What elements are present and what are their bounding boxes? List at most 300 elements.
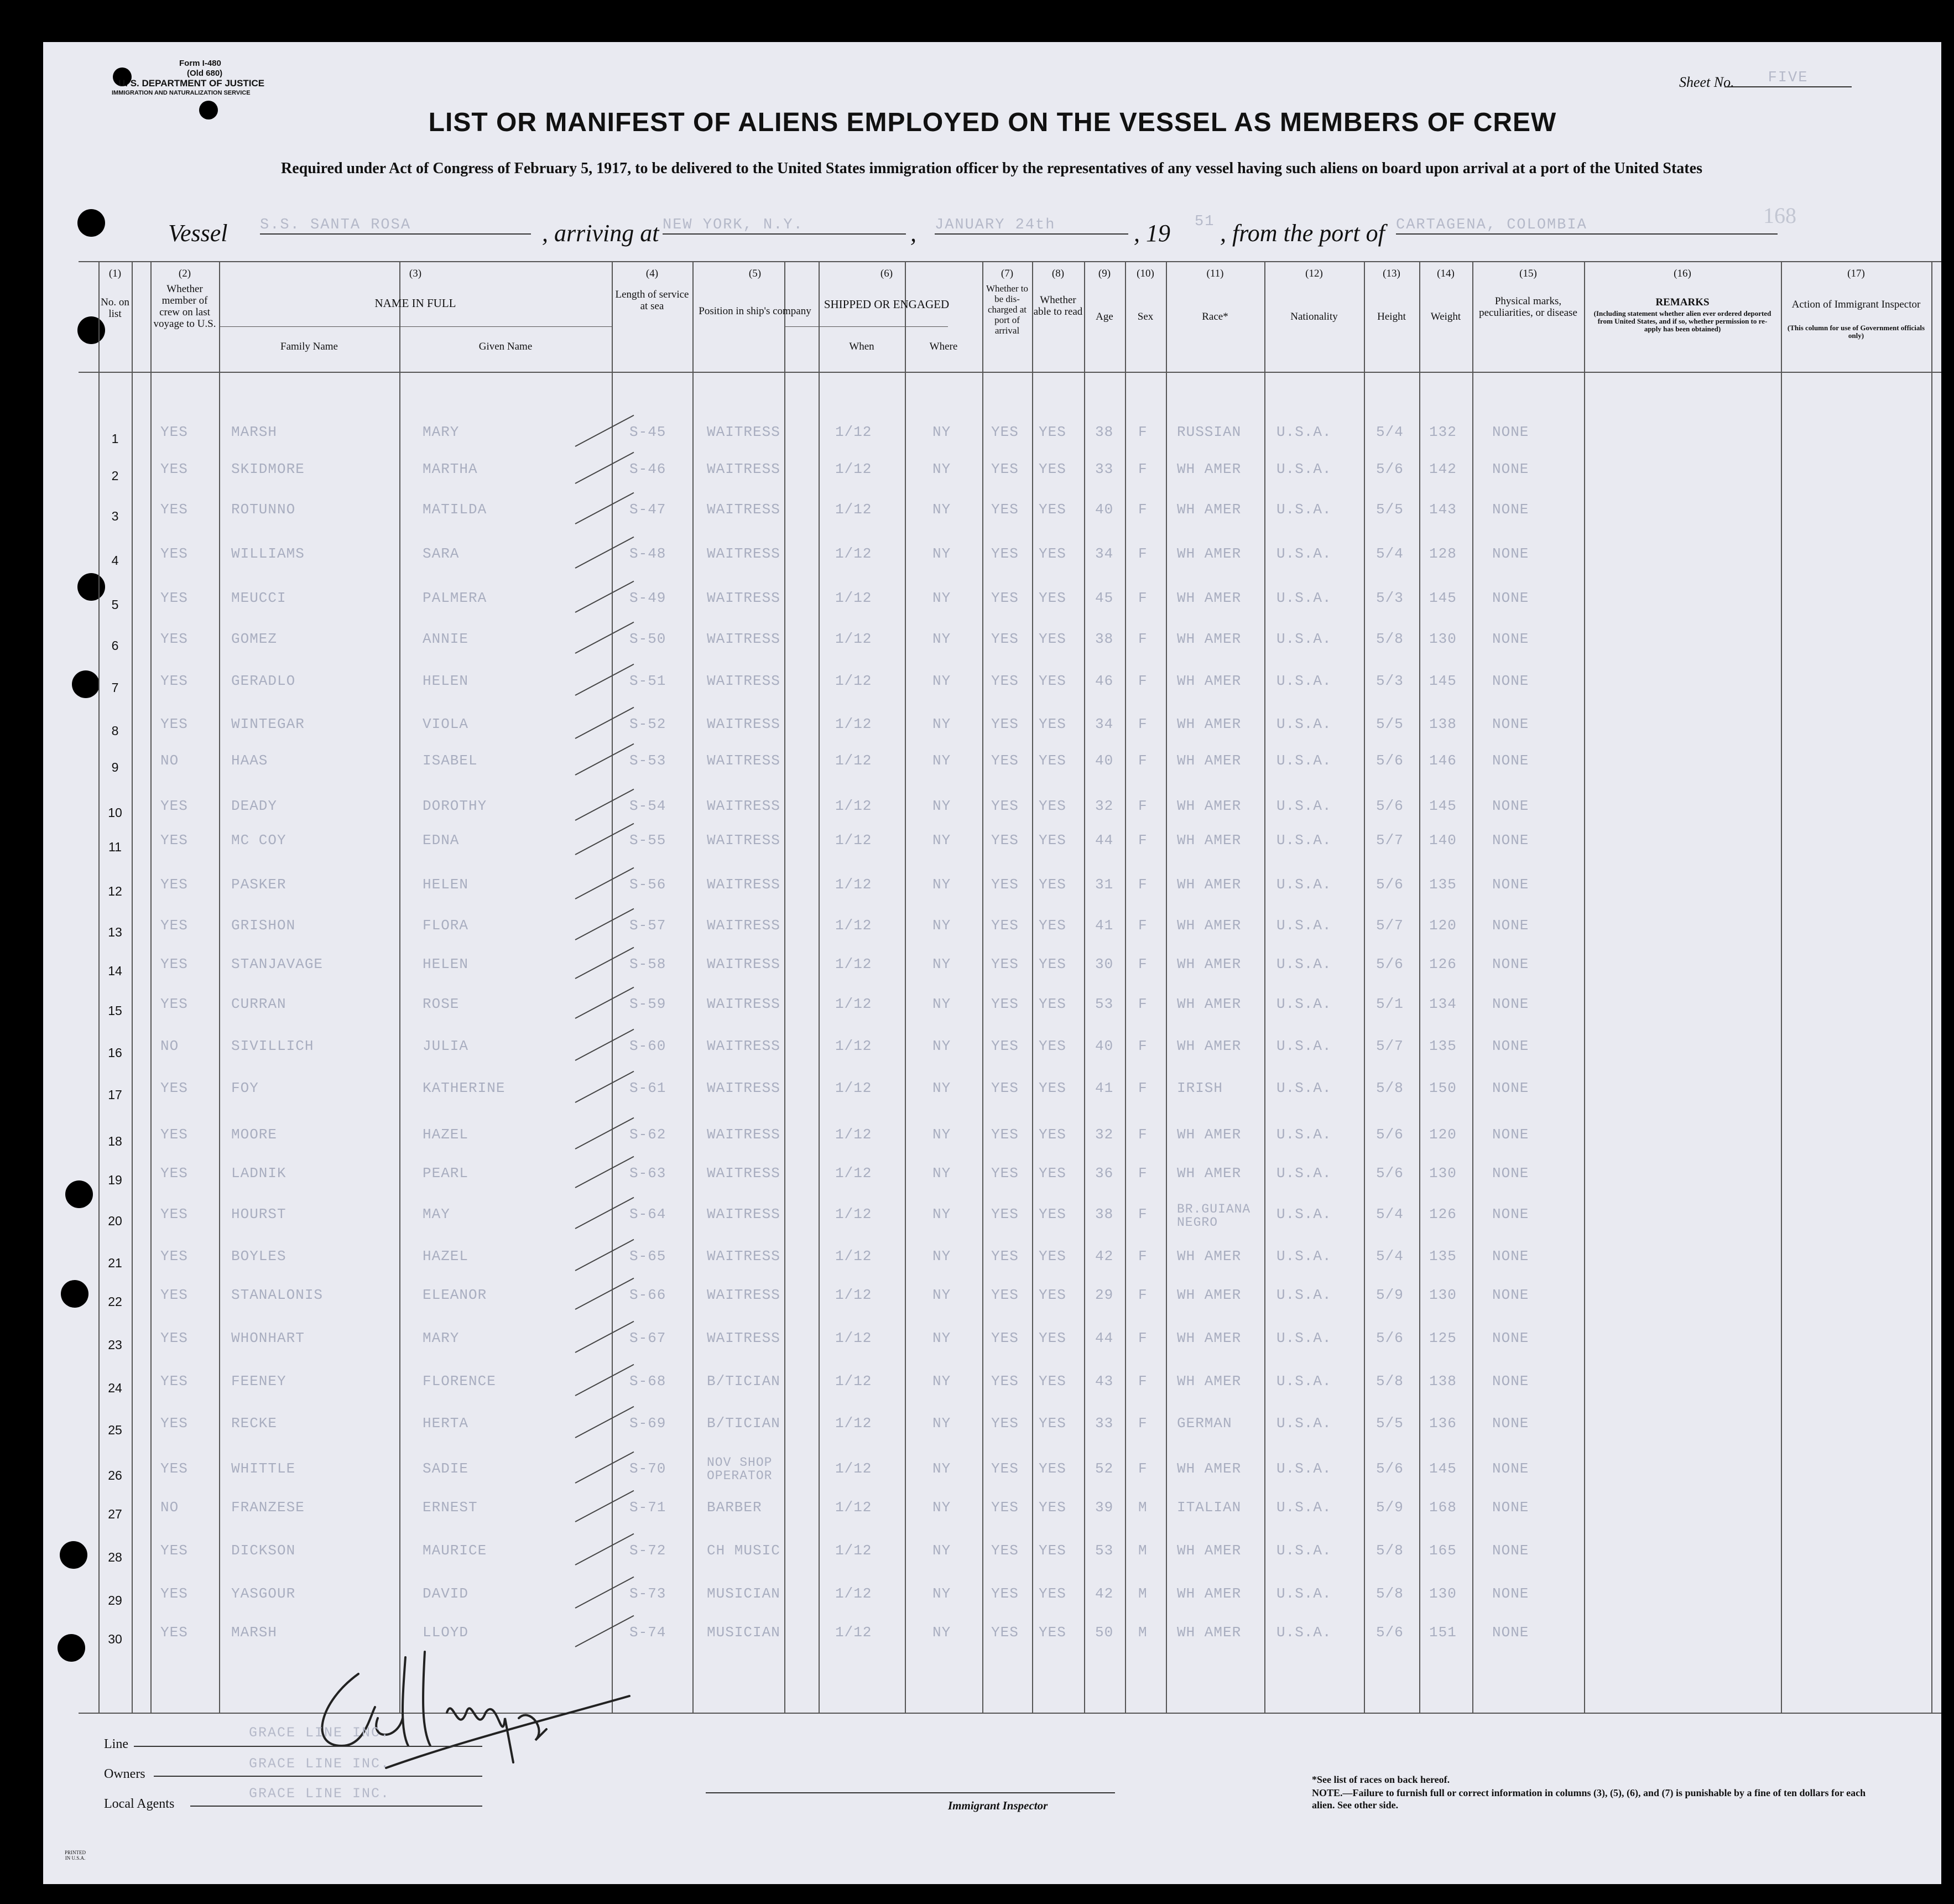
cell-when: 1/12 bbox=[835, 1165, 872, 1182]
cell-member: YES bbox=[160, 1624, 188, 1641]
col-header-given-name: Given Name bbox=[478, 341, 533, 352]
cell-where: NY bbox=[932, 917, 951, 934]
row-number: 24 bbox=[108, 1381, 122, 1395]
cell-discharged: YES bbox=[991, 832, 1019, 849]
col-num-13: (13) bbox=[1383, 268, 1400, 279]
column-rule bbox=[982, 261, 983, 1713]
cell-marks: NONE bbox=[1492, 752, 1529, 769]
cell-where: NY bbox=[932, 716, 951, 732]
cell-where: NY bbox=[932, 673, 951, 689]
cell-sex: F bbox=[1138, 1080, 1148, 1096]
cell-where: NY bbox=[932, 545, 951, 562]
cell-given: ELEANOR bbox=[423, 1287, 487, 1303]
cell-position: WAITRESS bbox=[707, 1287, 780, 1303]
check-mark bbox=[575, 537, 634, 569]
cell-position: WAITRESS bbox=[707, 1080, 780, 1096]
cell-family: MEUCCI bbox=[231, 590, 286, 606]
cell-height: 5/8 bbox=[1376, 1542, 1404, 1559]
punch-hole bbox=[61, 1280, 88, 1308]
cell-position: WAITRESS bbox=[707, 631, 780, 647]
cell-position: WAITRESS bbox=[707, 461, 780, 477]
col-header-race: Race* bbox=[1202, 311, 1228, 322]
cell-height: 5/6 bbox=[1376, 1624, 1404, 1641]
cell-member: YES bbox=[160, 1460, 188, 1477]
row-number: 10 bbox=[108, 805, 122, 820]
cell-nationality: U.S.A. bbox=[1276, 1038, 1332, 1054]
cell-age: 31 bbox=[1095, 876, 1114, 893]
cell-height: 5/6 bbox=[1376, 798, 1404, 814]
check-mark bbox=[575, 743, 634, 776]
cell-sex: F bbox=[1138, 1038, 1148, 1054]
cell-age: 30 bbox=[1095, 956, 1114, 972]
cell-position: WAITRESS bbox=[707, 1165, 780, 1182]
cell-read: YES bbox=[1039, 876, 1066, 893]
row-number: 7 bbox=[111, 680, 119, 695]
col-header-remarks-note: (Including statement whether alien ever ordered deported from United States, and if so, whether permission to re-apply has been obtained) bbox=[1593, 309, 1771, 333]
footer-agents-rule bbox=[190, 1806, 482, 1807]
punch-hole bbox=[65, 1180, 93, 1208]
cell-where: NY bbox=[932, 1248, 951, 1265]
cell-position: WAITRESS bbox=[707, 832, 780, 849]
col-header-discharged: Whether to be dis-charged at port of arrival bbox=[986, 283, 1028, 336]
col-header-sex: Sex bbox=[1137, 311, 1154, 322]
cell-discharged: YES bbox=[991, 1248, 1019, 1265]
cell-age: 44 bbox=[1095, 832, 1114, 849]
cell-sex: F bbox=[1138, 917, 1148, 934]
cell-nationality: U.S.A. bbox=[1276, 673, 1332, 689]
cell-member: NO bbox=[160, 1038, 179, 1054]
cell-marks: NONE bbox=[1492, 956, 1529, 972]
cell-family: FRANZESE bbox=[231, 1499, 305, 1516]
cell-weight: 146 bbox=[1429, 752, 1457, 769]
cell-weight: 165 bbox=[1429, 1542, 1457, 1559]
cell-marks: NONE bbox=[1492, 1585, 1529, 1602]
row-number: 29 bbox=[108, 1593, 122, 1608]
cell-race: WH AMER bbox=[1177, 501, 1242, 518]
cell-age: 38 bbox=[1095, 631, 1114, 647]
cell-weight: 145 bbox=[1429, 673, 1457, 689]
cell-weight: 136 bbox=[1429, 1415, 1457, 1432]
cell-discharged: YES bbox=[991, 716, 1019, 732]
punch-hole bbox=[60, 1541, 87, 1569]
cell-weight: 138 bbox=[1429, 1373, 1457, 1390]
from-port: CARTAGENA, COLOMBIA bbox=[1396, 217, 1778, 235]
cell-read: YES bbox=[1039, 1460, 1066, 1477]
col-num-9: (9) bbox=[1098, 268, 1111, 279]
cell-read: YES bbox=[1039, 1330, 1066, 1346]
cell-race: WH AMER bbox=[1177, 1248, 1242, 1265]
cell-when: 1/12 bbox=[835, 917, 872, 934]
cell-discharged: YES bbox=[991, 461, 1019, 477]
cell-read: YES bbox=[1039, 1542, 1066, 1559]
col-num-14: (14) bbox=[1437, 268, 1455, 279]
cell-sex: F bbox=[1138, 631, 1148, 647]
arrival-date: JANUARY 24th bbox=[935, 217, 1128, 235]
cell-nationality: U.S.A. bbox=[1276, 1624, 1332, 1641]
row-number: 16 bbox=[108, 1045, 122, 1060]
cell-age: 41 bbox=[1095, 1080, 1114, 1096]
arriving-port: NEW YORK, N.Y. bbox=[663, 217, 906, 235]
cell-when: 1/12 bbox=[835, 1415, 872, 1432]
cell-when: 1/12 bbox=[835, 1330, 872, 1346]
cell-given: HELEN bbox=[423, 673, 469, 689]
cell-service: S-56 bbox=[629, 876, 666, 893]
cell-where: NY bbox=[932, 996, 951, 1012]
cell-nationality: U.S.A. bbox=[1276, 956, 1332, 972]
cell-position: MUSICIAN bbox=[707, 1624, 780, 1641]
cell-height: 5/6 bbox=[1376, 461, 1404, 477]
footer-line-rule bbox=[134, 1746, 482, 1747]
cell-sex: F bbox=[1138, 673, 1148, 689]
cell-weight: 120 bbox=[1429, 1126, 1457, 1143]
punch-hole bbox=[58, 1634, 85, 1662]
cell-family: FEENEY bbox=[231, 1373, 286, 1390]
cell-family: PASKER bbox=[231, 876, 286, 893]
cell-service: S-59 bbox=[629, 996, 666, 1012]
cell-when: 1/12 bbox=[835, 716, 872, 732]
cell-member: YES bbox=[160, 716, 188, 732]
cell-age: 32 bbox=[1095, 798, 1114, 814]
cell-given: MAY bbox=[423, 1206, 450, 1222]
cell-sex: F bbox=[1138, 752, 1148, 769]
cell-weight: 126 bbox=[1429, 956, 1457, 972]
sheet-no-label: Sheet No. bbox=[1679, 74, 1734, 90]
cell-sex: M bbox=[1138, 1624, 1148, 1641]
cell-weight: 135 bbox=[1429, 1248, 1457, 1265]
cell-read: YES bbox=[1039, 752, 1066, 769]
cell-given: ISABEL bbox=[423, 752, 478, 769]
cell-member: YES bbox=[160, 798, 188, 814]
cell-read: YES bbox=[1039, 996, 1066, 1012]
shipped-subheader-rule bbox=[784, 326, 948, 327]
cell-sex: F bbox=[1138, 545, 1148, 562]
check-mark bbox=[575, 664, 634, 696]
cell-service: S-63 bbox=[629, 1165, 666, 1182]
table-header-rule bbox=[79, 372, 1941, 373]
cell-race: RUSSIAN bbox=[1177, 424, 1242, 440]
cell-nationality: U.S.A. bbox=[1276, 631, 1332, 647]
check-mark bbox=[575, 789, 634, 821]
cell-read: YES bbox=[1039, 917, 1066, 934]
cell-marks: NONE bbox=[1492, 1460, 1529, 1477]
cell-race: WH AMER bbox=[1177, 1373, 1242, 1390]
cell-nationality: U.S.A. bbox=[1276, 1460, 1332, 1477]
cell-read: YES bbox=[1039, 1126, 1066, 1143]
cell-weight: 145 bbox=[1429, 798, 1457, 814]
cell-service: S-55 bbox=[629, 832, 666, 849]
cell-service: S-70 bbox=[629, 1460, 666, 1477]
cell-when: 1/12 bbox=[835, 1624, 872, 1641]
cell-age: 42 bbox=[1095, 1585, 1114, 1602]
cell-weight: 168 bbox=[1429, 1499, 1457, 1516]
printed-mark: PRINTED IN U.S.A. bbox=[65, 1850, 86, 1861]
cell-nationality: U.S.A. bbox=[1276, 876, 1332, 893]
cell-race: WH AMER bbox=[1177, 545, 1242, 562]
cell-height: 5/7 bbox=[1376, 1038, 1404, 1054]
cell-member: YES bbox=[160, 1330, 188, 1346]
cell-age: 53 bbox=[1095, 1542, 1114, 1559]
cell-nationality: U.S.A. bbox=[1276, 1585, 1332, 1602]
page-title: LIST OR MANIFEST OF ALIENS EMPLOYED ON THE VESSEL AS MEMBERS OF CREW bbox=[428, 108, 1557, 137]
cell-read: YES bbox=[1039, 716, 1066, 732]
col-header-name: NAME IN FULL bbox=[374, 296, 456, 310]
cell-race: BR.GUIANA NEGRO bbox=[1177, 1202, 1251, 1230]
cell-read: YES bbox=[1039, 1206, 1066, 1222]
col-header-nationality: Nationality bbox=[1290, 311, 1338, 322]
col-header-where: Where bbox=[929, 341, 958, 352]
cell-race: WH AMER bbox=[1177, 631, 1242, 647]
check-mark bbox=[575, 1533, 634, 1565]
column-rule bbox=[1781, 261, 1782, 1713]
cell-height: 5/3 bbox=[1376, 673, 1404, 689]
penalty-note: NOTE.—Failure to furnish full or correct information in columns (3), (5), (6), and (7) is punishable by a fine of ten dollars for each alien. See other side. bbox=[1312, 1787, 1866, 1811]
year-prefix: , 19 bbox=[1134, 220, 1170, 247]
cell-marks: NONE bbox=[1492, 631, 1529, 647]
cell-sex: M bbox=[1138, 1585, 1148, 1602]
cell-discharged: YES bbox=[991, 545, 1019, 562]
cell-family: FOY bbox=[231, 1080, 259, 1096]
cell-race: WH AMER bbox=[1177, 996, 1242, 1012]
cell-weight: 130 bbox=[1429, 1287, 1457, 1303]
col-num-6: (6) bbox=[880, 268, 893, 279]
cell-race: WH AMER bbox=[1177, 1287, 1242, 1303]
cell-discharged: YES bbox=[991, 1330, 1019, 1346]
cell-where: NY bbox=[932, 1165, 951, 1182]
cell-member: YES bbox=[160, 1585, 188, 1602]
cell-service: S-65 bbox=[629, 1248, 666, 1265]
cell-family: HOURST bbox=[231, 1206, 286, 1222]
cell-service: S-50 bbox=[629, 631, 666, 647]
check-mark bbox=[575, 415, 634, 447]
cell-when: 1/12 bbox=[835, 1126, 872, 1143]
cell-service: S-47 bbox=[629, 501, 666, 518]
cell-age: 45 bbox=[1095, 590, 1114, 606]
cell-sex: F bbox=[1138, 501, 1148, 518]
cell-sex: F bbox=[1138, 461, 1148, 477]
column-rule bbox=[219, 261, 220, 1713]
cell-marks: NONE bbox=[1492, 1330, 1529, 1346]
cell-position: WAITRESS bbox=[707, 716, 780, 732]
cell-member: YES bbox=[160, 461, 188, 477]
cell-service: S-54 bbox=[629, 798, 666, 814]
cell-marks: NONE bbox=[1492, 1126, 1529, 1143]
cell-nationality: U.S.A. bbox=[1276, 545, 1332, 562]
cell-nationality: U.S.A. bbox=[1276, 917, 1332, 934]
cell-sex: F bbox=[1138, 832, 1148, 849]
check-mark bbox=[575, 1029, 634, 1061]
cell-nationality: U.S.A. bbox=[1276, 1206, 1332, 1222]
cell-where: NY bbox=[932, 752, 951, 769]
punch-hole bbox=[77, 316, 105, 344]
cell-service: S-72 bbox=[629, 1542, 666, 1559]
cell-when: 1/12 bbox=[835, 956, 872, 972]
cell-member: NO bbox=[160, 752, 179, 769]
cell-height: 5/6 bbox=[1376, 1330, 1404, 1346]
col-num-4: (4) bbox=[645, 268, 659, 279]
cell-family: DICKSON bbox=[231, 1542, 296, 1559]
cell-member: YES bbox=[160, 1206, 188, 1222]
cell-weight: 130 bbox=[1429, 1585, 1457, 1602]
cell-weight: 135 bbox=[1429, 1038, 1457, 1054]
cell-where: NY bbox=[932, 1499, 951, 1516]
cell-age: 36 bbox=[1095, 1165, 1114, 1182]
cell-given: DAVID bbox=[423, 1585, 469, 1602]
cell-weight: 120 bbox=[1429, 917, 1457, 934]
cell-height: 5/8 bbox=[1376, 631, 1404, 647]
cell-given: ROSE bbox=[423, 996, 460, 1012]
cell-marks: NONE bbox=[1492, 1038, 1529, 1054]
footer-agents-label: Local Agents bbox=[104, 1797, 175, 1811]
cell-service: S-49 bbox=[629, 590, 666, 606]
cell-age: 33 bbox=[1095, 461, 1114, 477]
cell-height: 5/4 bbox=[1376, 1248, 1404, 1265]
row-number: 1 bbox=[111, 431, 119, 446]
cell-sex: F bbox=[1138, 716, 1148, 732]
cell-member: YES bbox=[160, 590, 188, 606]
cell-sex: M bbox=[1138, 1542, 1148, 1559]
cell-sex: F bbox=[1138, 1248, 1148, 1265]
cell-age: 40 bbox=[1095, 752, 1114, 769]
check-mark bbox=[575, 1364, 634, 1396]
cell-age: 29 bbox=[1095, 1287, 1114, 1303]
cell-marks: NONE bbox=[1492, 590, 1529, 606]
cell-marks: NONE bbox=[1492, 798, 1529, 814]
cell-nationality: U.S.A. bbox=[1276, 1126, 1332, 1143]
col-header-age: Age bbox=[1096, 311, 1113, 322]
cell-member: YES bbox=[160, 424, 188, 440]
cell-member: YES bbox=[160, 917, 188, 934]
cell-sex: F bbox=[1138, 1460, 1148, 1477]
cell-read: YES bbox=[1039, 590, 1066, 606]
cell-family: DEADY bbox=[231, 798, 278, 814]
cell-position: MUSICIAN bbox=[707, 1585, 780, 1602]
cell-nationality: U.S.A. bbox=[1276, 996, 1332, 1012]
cell-nationality: U.S.A. bbox=[1276, 1415, 1332, 1432]
cell-discharged: YES bbox=[991, 1373, 1019, 1390]
column-rule bbox=[1419, 261, 1420, 1713]
cell-position: WAITRESS bbox=[707, 424, 780, 440]
cell-where: NY bbox=[932, 798, 951, 814]
cell-member: YES bbox=[160, 673, 188, 689]
cell-service: S-52 bbox=[629, 716, 666, 732]
cell-age: 32 bbox=[1095, 1126, 1114, 1143]
col-header-action-note: (This column for use of Government officials only) bbox=[1787, 324, 1925, 340]
cell-race: WH AMER bbox=[1177, 1330, 1242, 1346]
check-mark bbox=[575, 908, 634, 940]
cell-weight: 132 bbox=[1429, 424, 1457, 440]
cell-member: YES bbox=[160, 1287, 188, 1303]
cell-sex: F bbox=[1138, 1330, 1148, 1346]
cell-given: HAZEL bbox=[423, 1248, 469, 1265]
check-mark bbox=[575, 1321, 634, 1353]
row-number: 22 bbox=[108, 1294, 122, 1309]
cell-family: HAAS bbox=[231, 752, 268, 769]
cell-age: 42 bbox=[1095, 1248, 1114, 1265]
cell-member: YES bbox=[160, 1248, 188, 1265]
cell-family: YASGOUR bbox=[231, 1585, 296, 1602]
inspector-rule bbox=[706, 1792, 1115, 1793]
cell-family: GRISHON bbox=[231, 917, 296, 934]
cell-marks: NONE bbox=[1492, 1624, 1529, 1641]
cell-when: 1/12 bbox=[835, 545, 872, 562]
column-rule bbox=[399, 261, 400, 1713]
cell-family: WHITTLE bbox=[231, 1460, 296, 1477]
col-num-12: (12) bbox=[1305, 268, 1323, 279]
cell-height: 5/4 bbox=[1376, 1206, 1404, 1222]
cell-sex: F bbox=[1138, 876, 1148, 893]
cell-given: VIOLA bbox=[423, 716, 469, 732]
cell-sex: F bbox=[1138, 1126, 1148, 1143]
column-rule bbox=[1166, 261, 1167, 1713]
column-rule bbox=[692, 261, 694, 1713]
cell-given: HELEN bbox=[423, 876, 469, 893]
cell-position: B/TICIAN bbox=[707, 1415, 780, 1432]
cell-sex: F bbox=[1138, 1373, 1148, 1390]
col-header-member: Whether member of crew on last voyage to U.S. bbox=[153, 283, 216, 330]
cell-age: 34 bbox=[1095, 716, 1114, 732]
cell-where: NY bbox=[932, 461, 951, 477]
cell-nationality: U.S.A. bbox=[1276, 1287, 1332, 1303]
cell-service: S-68 bbox=[629, 1373, 666, 1390]
col-header-position: Position in ship's company bbox=[699, 305, 811, 317]
cell-member: YES bbox=[160, 1080, 188, 1096]
arriving-label: , arriving at bbox=[542, 220, 659, 247]
cell-nationality: U.S.A. bbox=[1276, 1373, 1332, 1390]
cell-given: SADIE bbox=[423, 1460, 469, 1477]
cell-height: 5/6 bbox=[1376, 752, 1404, 769]
cell-given: DOROTHY bbox=[423, 798, 487, 814]
cell-position: WAITRESS bbox=[707, 501, 780, 518]
cell-race: WH AMER bbox=[1177, 1624, 1242, 1641]
cell-service: S-62 bbox=[629, 1126, 666, 1143]
cell-when: 1/12 bbox=[835, 996, 872, 1012]
cell-race: WH AMER bbox=[1177, 917, 1242, 934]
cell-when: 1/12 bbox=[835, 752, 872, 769]
column-rule bbox=[1584, 261, 1585, 1713]
cell-when: 1/12 bbox=[835, 1287, 872, 1303]
cell-read: YES bbox=[1039, 424, 1066, 440]
cell-given: MARY bbox=[423, 1330, 460, 1346]
cell-read: YES bbox=[1039, 798, 1066, 814]
cell-discharged: YES bbox=[991, 752, 1019, 769]
cell-weight: 140 bbox=[1429, 832, 1457, 849]
cell-age: 40 bbox=[1095, 1038, 1114, 1054]
cell-family: LADNIK bbox=[231, 1165, 286, 1182]
row-number: 11 bbox=[108, 840, 122, 854]
cell-where: NY bbox=[932, 501, 951, 518]
cell-discharged: YES bbox=[991, 996, 1019, 1012]
cell-discharged: YES bbox=[991, 631, 1019, 647]
row-number: 21 bbox=[108, 1256, 122, 1270]
check-mark bbox=[575, 1278, 634, 1310]
check-mark bbox=[575, 1071, 634, 1103]
cell-family: RECKE bbox=[231, 1415, 278, 1432]
cell-family: STANALONIS bbox=[231, 1287, 324, 1303]
footer-owners-rule bbox=[154, 1776, 482, 1777]
row-number: 20 bbox=[108, 1214, 122, 1228]
cell-marks: NONE bbox=[1492, 461, 1529, 477]
cell-marks: NONE bbox=[1492, 996, 1529, 1012]
cell-where: NY bbox=[932, 1542, 951, 1559]
cell-service: S-46 bbox=[629, 461, 666, 477]
row-number: 5 bbox=[111, 597, 119, 612]
cell-height: 5/4 bbox=[1376, 545, 1404, 562]
col-header-length: Length of service at sea bbox=[615, 289, 689, 312]
cell-discharged: YES bbox=[991, 798, 1019, 814]
cell-discharged: YES bbox=[991, 1585, 1019, 1602]
cell-sex: F bbox=[1138, 590, 1148, 606]
cell-when: 1/12 bbox=[835, 1038, 872, 1054]
